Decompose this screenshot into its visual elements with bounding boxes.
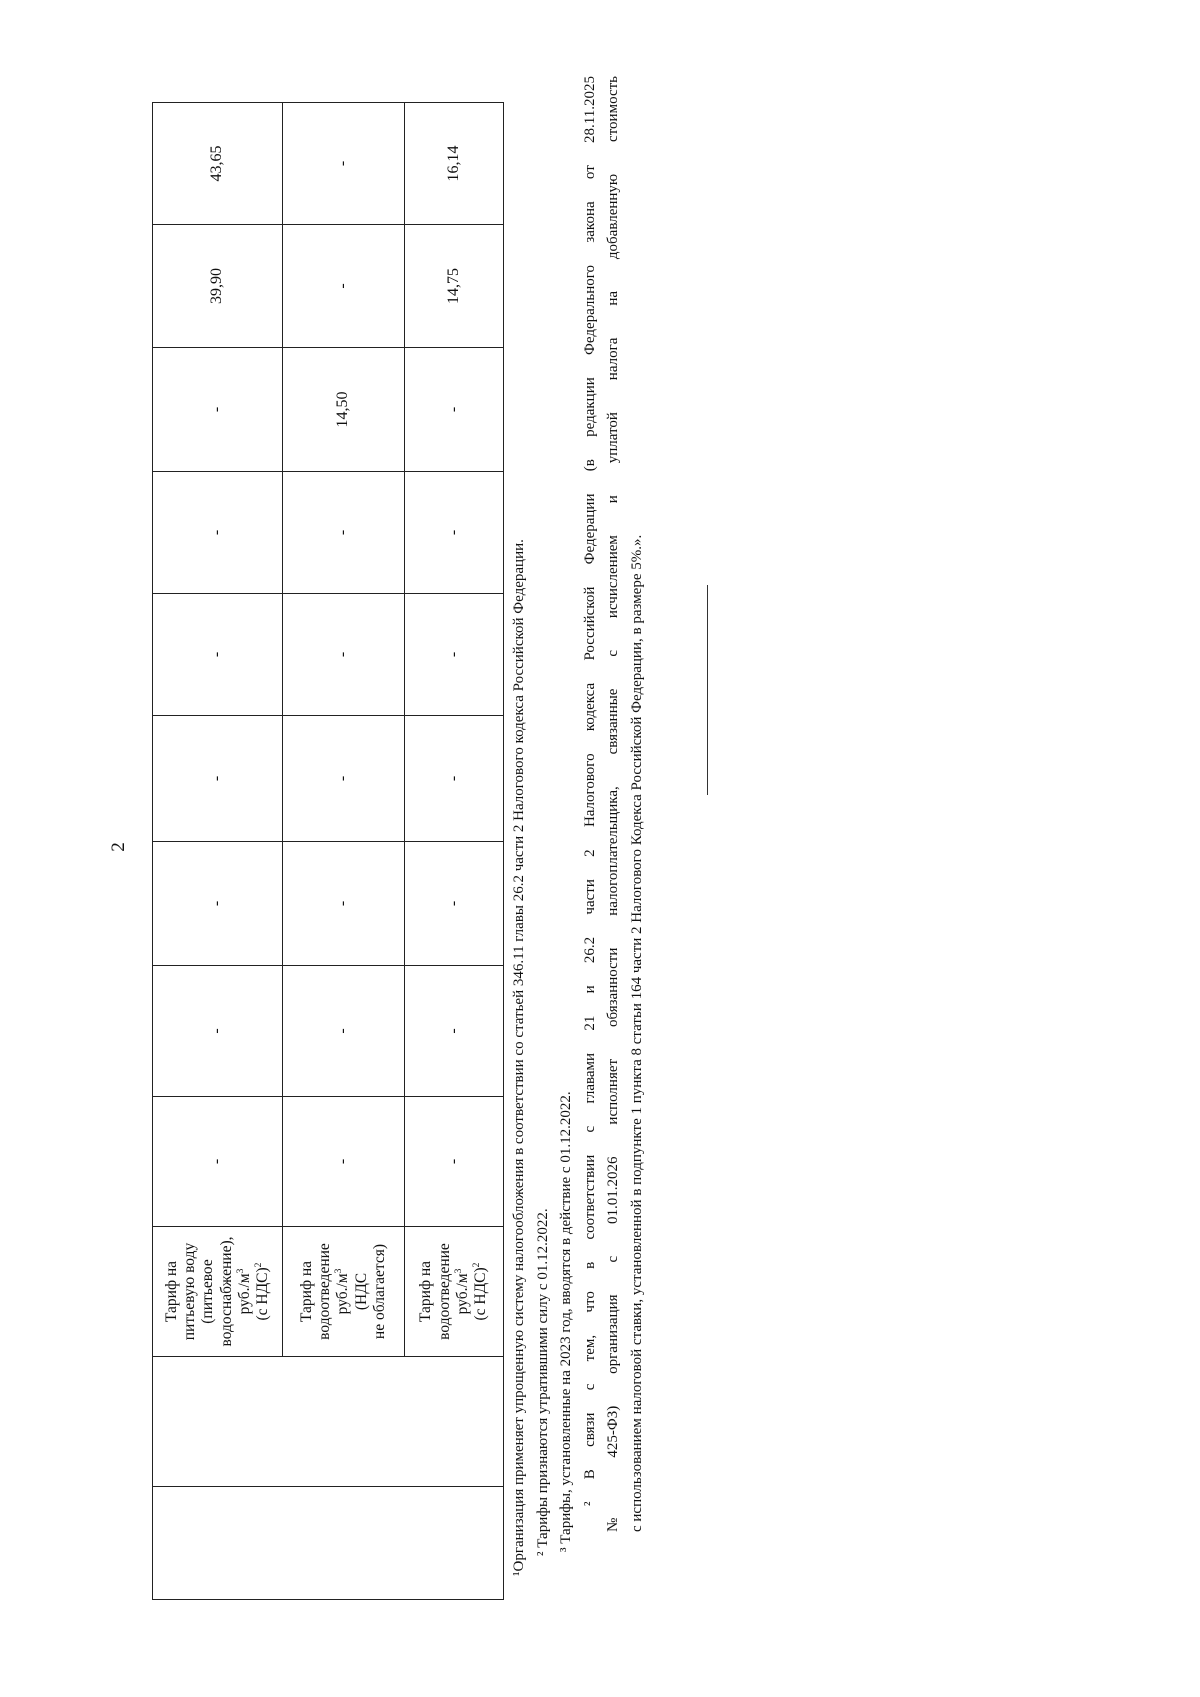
footnote-4-line-3: с использованием налоговой ставки, установленной в подпункте 1 пункта 8 статьи 164 части 2 Налогового Кодекса Российской Федерации, в размере 5%.». [628, 534, 645, 1532]
table-cell: 16,14 [405, 103, 504, 225]
table-cell: - [405, 472, 504, 594]
table-cell: - [283, 966, 405, 1097]
table-cell: - [283, 716, 405, 842]
footnote-2: ² Тарифы признаются утратившими силу с 01.12.2022. [534, 1208, 551, 1556]
table-cell: - [153, 716, 283, 842]
footnote-4-line-1: ² В связи с тем, что в соответствии с главами 21 и 26.2 части 2 Налогового кодекса Российской Федерации (в редакции Федерального закона от 28.11.2025 [581, 76, 598, 1506]
table-cell: - [283, 594, 405, 716]
table-row [153, 103, 283, 1600]
tariff-table [152, 102, 504, 1600]
table-cell: - [153, 348, 283, 472]
footnotes [508, 76, 649, 1576]
footnote-1: ¹Организация применяет упрощенную систему налогообложения в соответствии со статьей 346.11 главы 26.2 части 2 Налогового кодекса Российской Федерации. [511, 539, 527, 1576]
table-cell: - [153, 472, 283, 594]
row-label-wastewater-no-vat: Тариф на водоотведение $руб./м^3$ (НДС не облагается) [283, 1227, 405, 1357]
table-cell: 39,90 [153, 225, 283, 348]
table-cell: - [153, 966, 283, 1097]
end-rule [707, 585, 708, 795]
table-cell: 43,65 [153, 103, 283, 225]
table-cell: - [405, 842, 504, 966]
page-number: 2 [108, 842, 129, 852]
table-cell: - [283, 842, 405, 966]
table-cell: - [405, 716, 504, 842]
table-cell: - [153, 842, 283, 966]
row-label-wastewater-vat: Тариф на водоотведение $руб./м^3$ (с НДС)$^2$ [405, 1227, 504, 1357]
table-cell: - [405, 1097, 504, 1227]
table-cell: - [283, 472, 405, 594]
table-cell: - [405, 966, 504, 1097]
footnote-4-line-2: № 425-ФЗ) организация с 01.01.2026 исполняет обязанности налогоплательщика, связанные с исчислением и уплатой налога на добавленную стоимость [605, 76, 621, 1532]
table-cell: 14,75 [405, 225, 504, 348]
table-cell: - [153, 1097, 283, 1227]
rotated-content [152, 10, 892, 1600]
empty-cell [153, 1357, 504, 1487]
table-cell: - [283, 225, 405, 348]
table-cell: - [405, 348, 504, 472]
table-cell: - [283, 1097, 405, 1227]
footnote-3: ³ Тарифы, установленные на 2023 год, вводятся в действие с 01.12.2022. [558, 1091, 574, 1552]
table-cell: 14,50 [283, 348, 405, 472]
table-cell: - [153, 594, 283, 716]
empty-cell [153, 1487, 504, 1600]
table-cell: - [405, 594, 504, 716]
row-label-drinking-water: Тариф на питьевую воду (питьевое водоснабжение), $руб./м^3$ (с НДС)$^2$ [153, 1227, 283, 1357]
table-cell: - [283, 103, 405, 225]
